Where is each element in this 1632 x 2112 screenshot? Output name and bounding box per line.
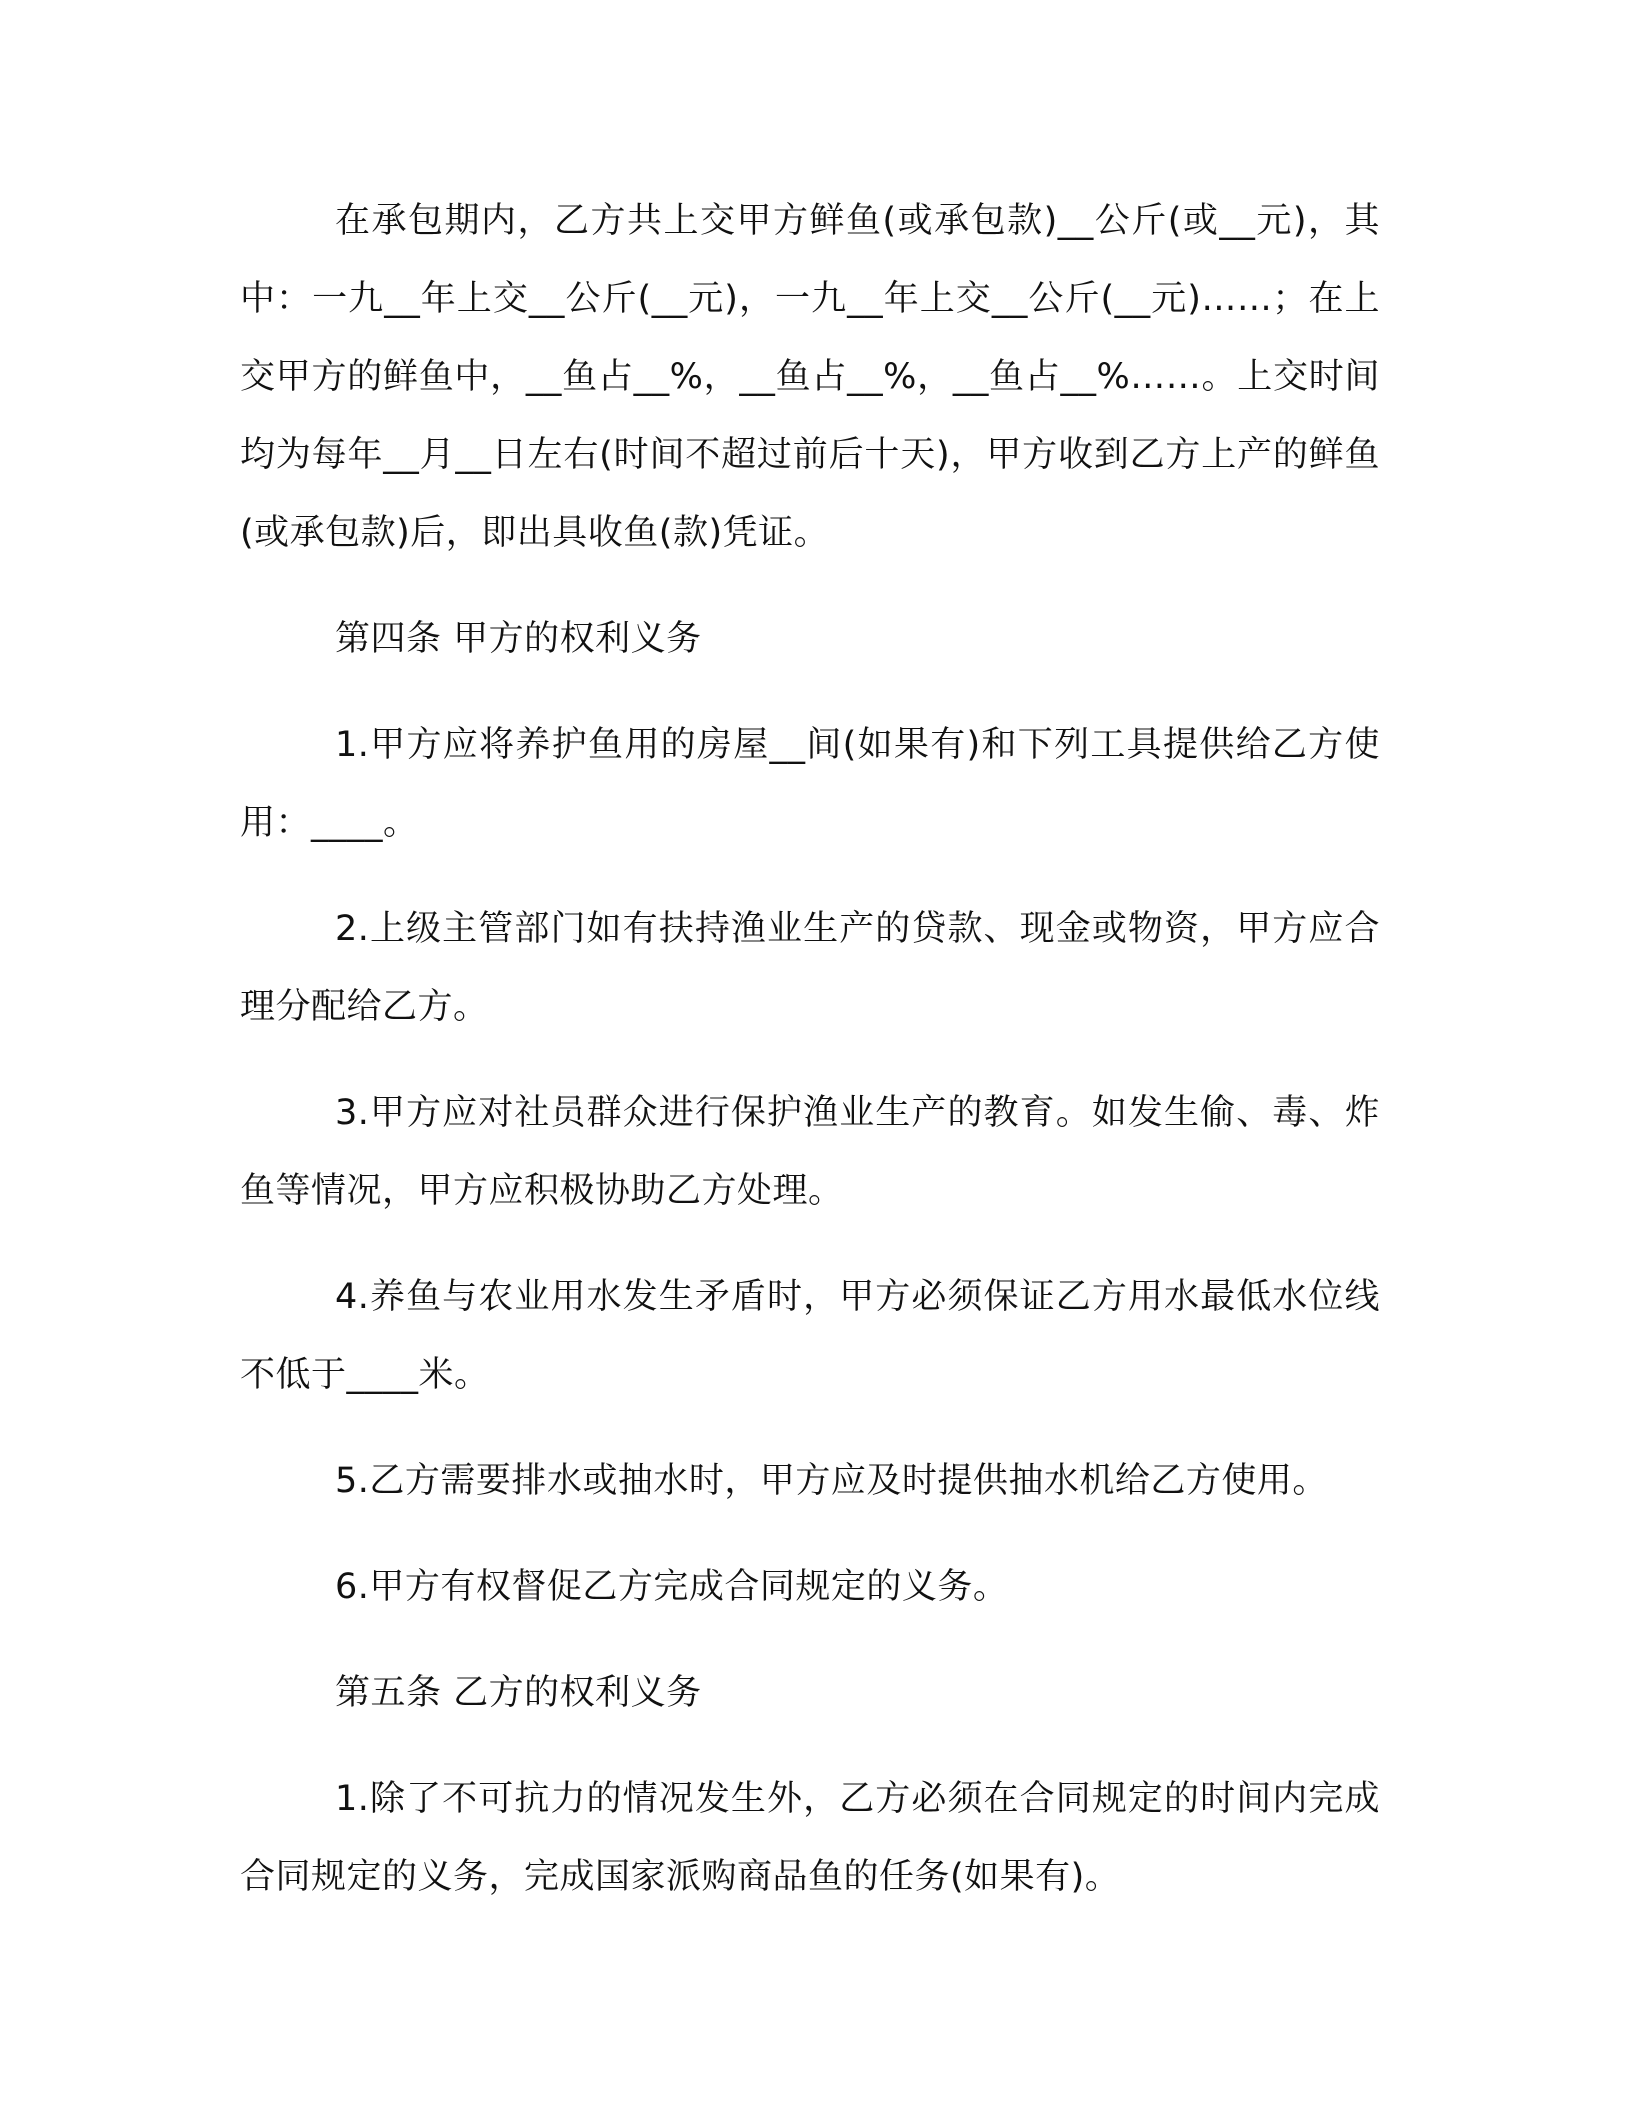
article-4-item-5: 5.乙方需要排水或抽水时，甲方应及时提供抽水机给乙方使用。	[335, 1461, 1328, 1501]
article-4-item-3: 3.甲方应对社员群众进行保护渔业生产的教育。如发生偷、毒、炸鱼等情况，甲方应积极协助乙方处理。	[240, 1093, 1380, 1211]
article-4-item-4: 4.养鱼与农业用水发生矛盾时，甲方必须保证乙方用水最低水位线不低于____米。	[240, 1277, 1380, 1395]
article-4-heading: 第四条 甲方的权利义务	[335, 619, 702, 659]
article-5-heading: 第五条 乙方的权利义务	[335, 1673, 702, 1713]
document-page	[240, 182, 1380, 1944]
article-5-item-1: 1.除了不可抗力的情况发生外，乙方必须在合同规定的时间内完成合同规定的义务，完成国家派购商品鱼的任务(如果有)。	[240, 1779, 1380, 1897]
article-4-item-1: 1.甲方应将养护鱼用的房屋__间(如果有)和下列工具提供给乙方使用：____。	[240, 725, 1380, 843]
paragraph-delivery-terms: 在承包期内，乙方共上交甲方鲜鱼(或承包款)__公斤(或__元)，其中：一九__年上交__公斤(__元)，一九__年上交__公斤(__元)……；在上交甲方的鲜鱼中，__鱼占__%，__鱼占__%，__鱼占__%……。上交时间均为每年__月__日左右(时间不超过前后十天)，甲方收到乙方上产的鲜鱼(或承包款)后，即出具收鱼(款)凭证。	[240, 201, 1380, 553]
article-4-item-6: 6.甲方有权督促乙方完成合同规定的义务。	[335, 1567, 1009, 1607]
article-4-item-2: 2.上级主管部门如有扶持渔业生产的贷款、现金或物资，甲方应合理分配给乙方。	[240, 909, 1380, 1027]
